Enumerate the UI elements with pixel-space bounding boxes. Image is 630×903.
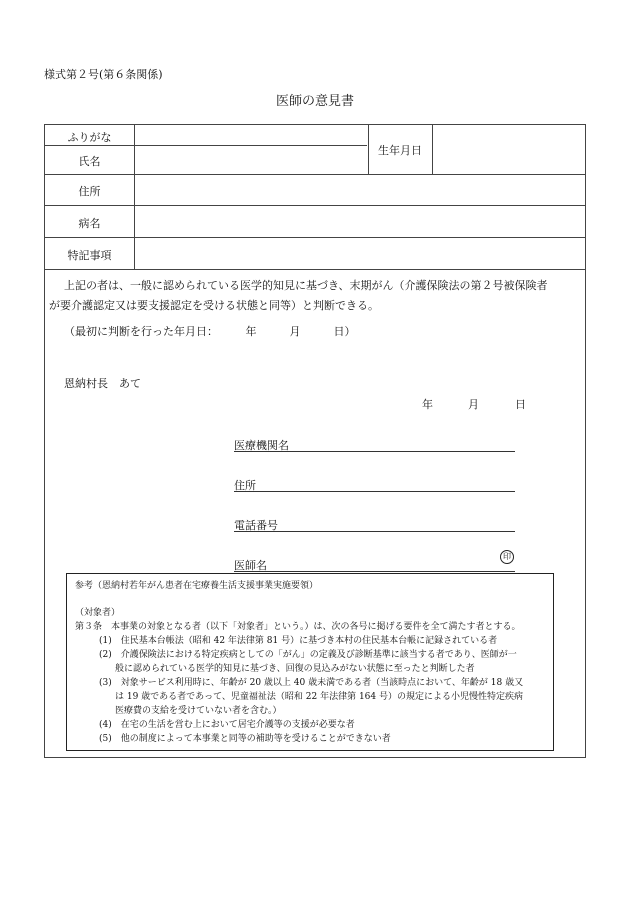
doctor-field[interactable] xyxy=(234,557,515,572)
reference-item-3: (3) 対象サービス利用時に、年齢が 20 歳以上 40 歳未満である者（当該時点において、年齢が 18 歳又 xyxy=(99,678,524,688)
divider xyxy=(45,237,585,238)
date-day: 日 xyxy=(515,398,526,411)
birthdate-label: 生年月日 xyxy=(378,144,422,157)
statement-line-2: が要介護認定又は要支援認定を受ける状態と同等）と判断できる。 xyxy=(49,299,379,312)
addressee: 恩納村長 あて xyxy=(64,377,141,390)
reference-box xyxy=(66,573,554,751)
address-field[interactable] xyxy=(234,477,515,492)
reference-item-2: (2) 介護保険法における特定疾病としての「がん」の定義及び診断基準に該当する者であり、医師が一 xyxy=(99,650,517,660)
reference-item-3-cont: は 19 歳である者であって、児童福祉法（昭和 22 年法律第 164 号）の規定による小児慢性特定疾病 xyxy=(115,692,523,702)
doctor-label: 医師名 xyxy=(234,559,267,572)
furigana-label: ふりがな xyxy=(67,131,112,144)
divider xyxy=(134,125,135,269)
reference-item-5: (5) 他の制度によって本事業と同等の補助等を受けることができない者 xyxy=(99,734,391,744)
reference-item-4: (4) 在宅の生活を営む上において居宅介護等の支援が必要な者 xyxy=(99,720,355,730)
reference-article: 第３条 本事業の対象となる者（以下「対象者」という。）は、次の各号に掲げる要件を全て満たす者とする。 xyxy=(75,622,521,632)
seal-icon: 印 xyxy=(500,550,514,564)
page-title: 医師の意見書 xyxy=(275,94,354,109)
reference-title: 参考（恩納村若年がん患者在宅療養生活支援事業実施要領） xyxy=(75,581,319,591)
institution-field[interactable] xyxy=(234,437,515,452)
address-field-label: 住所 xyxy=(234,479,256,492)
remarks-label: 特記事項 xyxy=(67,249,112,262)
reference-item-3-cont: 医療費の支給を受けていない者を含む。） xyxy=(115,706,282,716)
divider xyxy=(45,174,585,175)
name-label: 氏名 xyxy=(78,155,101,168)
divider xyxy=(432,125,433,174)
phone-label: 電話番号 xyxy=(234,519,278,532)
address-label: 住所 xyxy=(78,185,101,198)
reference-item-1: (1) 住民基本台帳法（昭和 42 年法律第 81 号）に基づき本村の住民基本台帳に記録されている者 xyxy=(99,636,498,646)
date-year: 年 xyxy=(422,398,433,411)
phone-field[interactable] xyxy=(234,517,515,532)
divider xyxy=(45,205,585,206)
reference-subtitle: （対象者） xyxy=(75,608,121,618)
form-number: 様式第２号(第６条関係) xyxy=(44,68,163,81)
divider xyxy=(45,269,585,270)
disease-label: 病名 xyxy=(78,217,101,230)
reference-item-2-cont: 般に認められている医学的知見に基づき、回復の見込みがない状態に至ったと判断した者 xyxy=(115,664,475,674)
divider xyxy=(45,145,367,146)
statement-line-1: 上記の者は、一般に認められている医学的知見に基づき、末期がん（介護保険法の第２号被保険者 xyxy=(64,279,548,292)
first-judgment-date: （最初に判断を行った年月日： 年 月 日） xyxy=(64,325,356,338)
institution-label: 医療機関名 xyxy=(234,439,289,452)
date-month: 月 xyxy=(468,398,479,411)
